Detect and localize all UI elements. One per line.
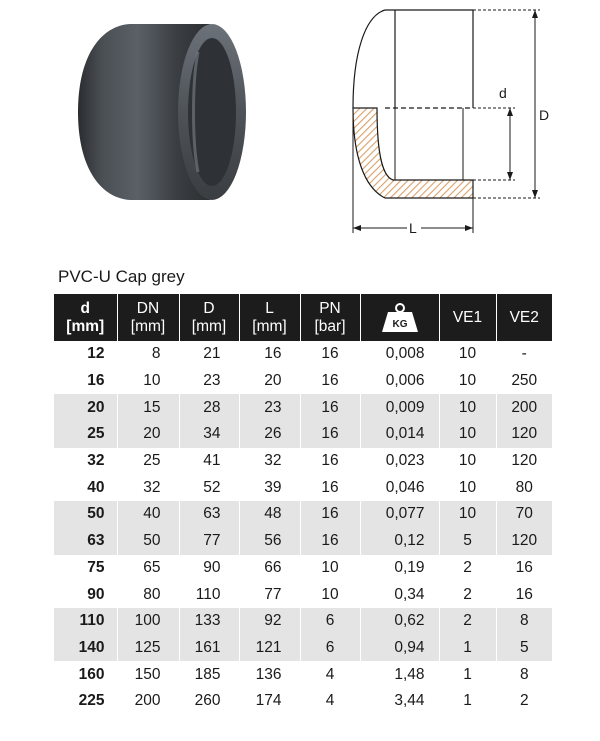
cell-D: 41 — [179, 448, 239, 475]
cell-ve1: 5 — [439, 528, 496, 555]
table-row — [54, 661, 552, 688]
cell-ve1: 1 — [439, 635, 496, 662]
product-title: PVC-U Cap grey — [58, 267, 185, 286]
cell-ve1: 10 — [439, 448, 496, 475]
cell-L: 23 — [239, 394, 300, 421]
table-row — [54, 448, 552, 475]
cell-d: 50 — [54, 501, 117, 528]
table-row — [54, 341, 552, 368]
cell-dn: 200 — [117, 688, 179, 715]
cell-ve1: 2 — [439, 581, 496, 608]
cell-dn: 10 — [117, 368, 179, 395]
cell-dn: 100 — [117, 608, 179, 635]
cell-d: 20 — [54, 394, 117, 421]
cell-dn: 25 — [117, 448, 179, 475]
cell-d: 225 — [78, 692, 105, 710]
table-body — [54, 341, 552, 715]
table-header-row — [54, 294, 552, 341]
cell-ve2: 250 — [496, 368, 552, 395]
cell-D: 52 — [179, 474, 239, 501]
cell-d: 12 — [87, 345, 105, 363]
cell-L: 32 — [239, 448, 300, 475]
product-photo — [60, 12, 260, 212]
col-header-dn: DN [mm] — [117, 294, 179, 341]
cell-D: 110 — [179, 581, 239, 608]
cell-pn: 16 — [300, 448, 360, 475]
cell-weight: 1,48 — [360, 661, 439, 688]
cell-L: 16 — [239, 341, 300, 368]
dim-label-d: d — [499, 85, 507, 101]
cell-pn: 16 — [300, 341, 360, 368]
table-row — [54, 688, 552, 715]
col-header-weight — [360, 294, 439, 341]
table-row — [54, 474, 552, 501]
cell-weight: 0,008 — [360, 341, 439, 368]
table-row — [54, 635, 552, 662]
cell-pn: 6 — [300, 635, 360, 662]
cell-d: 75 — [87, 558, 105, 576]
cell-dn: 50 — [117, 528, 179, 555]
cell-L: 48 — [239, 501, 300, 528]
cell-pn: 16 — [300, 474, 360, 501]
table-row — [54, 368, 552, 395]
cell-dn: 40 — [117, 501, 179, 528]
cell-dn: 150 — [117, 661, 179, 688]
cell-D: 77 — [179, 528, 239, 555]
cell-L: 121 — [239, 635, 300, 662]
cell-D: 185 — [179, 661, 239, 688]
cell-D: 28 — [179, 394, 239, 421]
cell-ve1: 2 — [439, 555, 496, 582]
cell-d: 90 — [87, 585, 105, 603]
cell-D: 34 — [179, 421, 239, 448]
cell-ve2: 80 — [496, 474, 552, 501]
cell-weight: 0,62 — [360, 608, 439, 635]
section-hatch — [353, 108, 473, 198]
cell-ve2: 8 — [496, 608, 552, 635]
cell-D: 161 — [179, 635, 239, 662]
cell-ve2: 5 — [496, 635, 552, 662]
cell-weight: 0,077 — [360, 501, 439, 528]
cell-L: 92 — [239, 608, 300, 635]
cell-dn: 65 — [117, 555, 179, 582]
cell-L: 77 — [239, 581, 300, 608]
table-row — [54, 501, 552, 528]
cell-weight: 3,44 — [360, 688, 439, 715]
cell-L: 56 — [239, 528, 300, 555]
cell-pn: 16 — [300, 394, 360, 421]
cell-dn: 8 — [117, 341, 179, 368]
cell-ve2: 2 — [496, 688, 552, 715]
weight-kg-icon — [380, 302, 420, 334]
dim-label-L: L — [409, 220, 417, 236]
cell-L: 26 — [239, 421, 300, 448]
cell-weight: 0,014 — [360, 421, 439, 448]
cell-dn: 15 — [117, 394, 179, 421]
cell-L: 39 — [239, 474, 300, 501]
table-row — [54, 528, 552, 555]
col-header-pn: PN [bar] — [300, 294, 360, 341]
cell-ve1: 1 — [439, 661, 496, 688]
cell-ve2: 16 — [496, 581, 552, 608]
cell-ve1: 10 — [439, 421, 496, 448]
cell-ve2: 16 — [496, 555, 552, 582]
cell-dn: 20 — [117, 421, 179, 448]
cell-ve1: 2 — [439, 608, 496, 635]
cell-ve1: 10 — [439, 368, 496, 395]
cell-D: 23 — [179, 368, 239, 395]
cell-ve2: 120 — [496, 448, 552, 475]
cell-weight: 0,94 — [360, 635, 439, 662]
cell-D: 133 — [179, 608, 239, 635]
cell-D: 260 — [179, 688, 239, 715]
cell-d: 63 — [54, 528, 117, 555]
cell-d: 40 — [87, 478, 105, 496]
technical-drawing — [325, 8, 595, 248]
cell-pn: 6 — [300, 608, 360, 635]
cell-weight: 0,34 — [360, 581, 439, 608]
cell-pn: 10 — [300, 581, 360, 608]
cell-weight: 0,009 — [360, 394, 439, 421]
col-header-D: D [mm] — [179, 294, 239, 341]
cell-weight: 0,12 — [360, 528, 439, 555]
cell-d: 140 — [54, 635, 117, 662]
cell-d: 32 — [87, 452, 105, 470]
cell-ve1: 10 — [439, 341, 496, 368]
cell-ve1: 10 — [439, 501, 496, 528]
dim-label-D: D — [539, 107, 550, 123]
cell-dn: 80 — [117, 581, 179, 608]
cell-d: 25 — [54, 421, 117, 448]
table-row — [54, 581, 552, 608]
cell-L: 174 — [239, 688, 300, 715]
table-row — [54, 608, 552, 635]
cell-weight: 0,023 — [360, 448, 439, 475]
spec-table — [54, 294, 552, 715]
cell-pn: 10 — [300, 555, 360, 582]
table-row — [54, 555, 552, 582]
cell-pn: 16 — [300, 501, 360, 528]
col-header-L: L [mm] — [239, 294, 300, 341]
cell-weight: 0,19 — [360, 555, 439, 582]
cell-L: 66 — [239, 555, 300, 582]
cell-ve1: 10 — [439, 474, 496, 501]
cell-ve2: 8 — [496, 661, 552, 688]
cell-pn: 16 — [300, 421, 360, 448]
cell-d: 160 — [78, 665, 105, 683]
cell-ve2: - — [496, 341, 552, 368]
cell-L: 20 — [239, 368, 300, 395]
col-header-ve2: VE2 — [496, 294, 552, 341]
cell-ve2: 200 — [496, 394, 552, 421]
cell-ve2: 120 — [496, 528, 552, 555]
svg-text:KG: KG — [392, 318, 407, 330]
cell-ve2: 120 — [496, 421, 552, 448]
cell-pn: 4 — [300, 688, 360, 715]
cell-weight: 0,046 — [360, 474, 439, 501]
cell-pn: 16 — [300, 528, 360, 555]
cell-pn: 4 — [300, 661, 360, 688]
cell-weight: 0,006 — [360, 368, 439, 395]
cell-d: 110 — [54, 608, 117, 635]
cell-D: 63 — [179, 501, 239, 528]
cell-ve2: 70 — [496, 501, 552, 528]
cell-dn: 32 — [117, 474, 179, 501]
table-row — [54, 394, 552, 421]
cell-dn: 125 — [117, 635, 179, 662]
cell-ve1: 10 — [439, 394, 496, 421]
cell-pn: 16 — [300, 368, 360, 395]
col-header-d: d [mm] — [54, 294, 117, 341]
cell-L: 136 — [239, 661, 300, 688]
cell-d: 16 — [87, 372, 105, 390]
cell-D: 21 — [179, 341, 239, 368]
cell-D: 90 — [179, 555, 239, 582]
table-row — [54, 421, 552, 448]
col-header-ve1: VE1 — [439, 294, 496, 341]
cell-ve1: 1 — [439, 688, 496, 715]
